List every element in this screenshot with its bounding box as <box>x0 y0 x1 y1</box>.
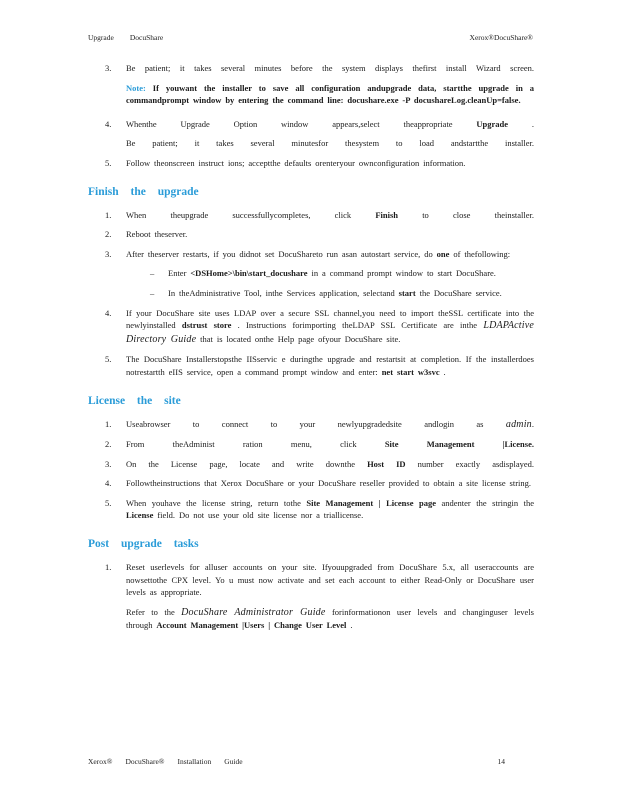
dash-bullet: – <box>150 268 155 279</box>
step-number: 3. <box>105 458 112 469</box>
step-text-segment: . <box>439 366 446 377</box>
step-text <box>126 209 534 222</box>
step-item <box>88 353 534 378</box>
step-item <box>88 497 534 522</box>
step-number: 2. <box>105 439 112 450</box>
step-continuation-text: Be patient; it takes several minutesfor thesystem to load andstartthe installer. <box>126 138 534 149</box>
step-text-segment: When theupgrade successfullycompletes, click <box>126 209 376 220</box>
step-text <box>126 497 534 522</box>
step-item <box>88 561 534 599</box>
step-text: Be patient; it takes several minutes before the system displays thefirst install Wizard screen. <box>126 63 534 73</box>
sub-step-item <box>88 287 534 300</box>
guide-title-text: LDAPActive Directory Guide <box>126 320 535 345</box>
step-text-segment: After theserver restarts, if you didnot set DocuShareto run asan autostart service, do <box>126 248 437 259</box>
step-number: 3. <box>105 248 112 259</box>
step-number: 1. <box>105 562 112 573</box>
header-brand: Xerox®DocuShare® <box>469 33 533 42</box>
section-heading-finish-upgrade: Finish the upgrade <box>88 185 199 198</box>
step-text-segment: In theAdministrative Tool, inthe Services application, selectand <box>168 287 399 298</box>
bold-text: start <box>398 287 416 298</box>
step-text-segment: forinformationon user levels and changinguser levels through <box>126 606 534 631</box>
bold-text: one <box>436 248 450 259</box>
page-footer <box>88 757 533 766</box>
step-text <box>126 248 534 261</box>
step-item <box>88 62 534 75</box>
emphasis-text: admin <box>505 418 532 430</box>
step-number: 5. <box>105 497 112 508</box>
note-text: If youwant the installer to save all configuration andupgrade data, startthe upgrade in a commandprompt window by entering the command line: docushare.exe -P docushareLog.cleanUp=false. <box>126 82 534 106</box>
step-number: 5. <box>105 354 112 365</box>
refer-paragraph <box>126 606 534 632</box>
footer-left <box>88 757 243 766</box>
step-item <box>88 209 534 222</box>
sub-step-item <box>88 267 534 280</box>
bold-text: Site Management |License. <box>384 439 534 450</box>
step-text-segment: If your DocuShare site uses LDAP over a secure SSL channel,you need to import theSSL certificate into the newlyinstalled <box>126 307 534 331</box>
page-body <box>88 62 534 639</box>
step-text: Followtheinstructions that Xerox DocuShare or your DocuShare reseller provided to obtain a site license string. <box>126 478 532 489</box>
section-heading-license-site: License the site <box>88 394 181 407</box>
step-text-segment: Whenthe Upgrade Option window appears,select theappropriate <box>126 118 477 129</box>
bold-text: Host ID <box>367 458 406 469</box>
step-text-segment: . <box>508 118 534 129</box>
step-text-segment: Useabrowser to connect to your newlyupgradedsite andlogin as <box>126 418 506 429</box>
step-text-segment: to close theinstaller. <box>398 209 534 220</box>
step-item <box>88 458 534 471</box>
step-number: 4. <box>105 307 112 318</box>
step-text-segment: Refer to the <box>126 606 182 617</box>
header-doc-name: DocuShare <box>129 33 164 42</box>
step-item <box>88 438 534 451</box>
step-number: 4. <box>105 118 112 129</box>
step-number: 3. <box>105 63 112 73</box>
step-item <box>88 228 534 241</box>
bold-text: <DSHome>\bin\start_docushare <box>190 268 308 279</box>
step-text-segment: field. Do not use your old site license nor a triallicense. <box>153 510 364 521</box>
bold-text: dstrust store <box>181 320 232 331</box>
note-block <box>126 82 534 107</box>
step-text-segment: . <box>346 620 353 631</box>
step-text <box>126 307 534 347</box>
dash-bullet: – <box>150 287 155 298</box>
note-label: Note: <box>126 82 146 93</box>
footer-brand-docushare: DocuShare® <box>125 757 165 766</box>
footer-doc-guide: Guide <box>224 757 243 766</box>
footer-brand-xerox: Xerox® <box>88 757 113 766</box>
step-text: Follow theonscreen instruct ions; acceptthe defaults orenteryour ownconfiguration information. <box>126 157 466 168</box>
bold-text: Upgrade <box>476 118 509 129</box>
step-item <box>88 307 534 347</box>
step-text-segment: andenter the stringin the <box>436 497 535 508</box>
section-heading-post-upgrade: Post upgrade tasks <box>88 538 199 551</box>
step-text <box>126 118 534 131</box>
step-text-segment: When youhave the license string, return tothe <box>126 497 307 508</box>
step-text <box>126 458 534 471</box>
step-text <box>126 353 534 378</box>
step-text-segment: . Instructions forimporting theLDAP SSL Certificate are inthe <box>231 320 484 331</box>
step-text-segment: of thefollowing: <box>449 248 511 259</box>
step-text-segment: Enter <box>168 268 191 279</box>
step-text-segment: in a command prompt window to start DocuShare. <box>307 268 496 279</box>
step-text-segment: On the License page, locate and write downthe <box>126 458 368 469</box>
step-text: Reset userlevels for alluser accounts on your site. Ifyouupgraded from DocuShare 5.x, all useraccounts are nowsettothe CPX level. Yo u must now activate and set each account to either Read-Only or DocuShare user levels as appropriate. <box>126 562 534 598</box>
step-number: 5. <box>105 157 112 168</box>
step-item <box>88 477 534 490</box>
footer-doc-installation: Installation <box>177 757 212 766</box>
page-number: 14 <box>497 757 505 766</box>
sub-step-text <box>168 267 534 280</box>
step-text-segment: number exactly asdisplayed. <box>405 458 534 469</box>
step-item <box>88 248 534 261</box>
step-item <box>88 157 534 170</box>
bold-text: License <box>126 510 154 521</box>
step-text-segment: The DocuShare Installerstopsthe IISservic e duringthe upgrade and restartsit at completion. If the installerdoes notrestartth eIIS service, open a command prompt window and enter: <box>126 354 534 377</box>
step-text: Reboot theserver. <box>126 229 188 240</box>
sub-step-text <box>168 287 534 300</box>
bold-text: Account Management |Users | Change User Level <box>156 620 347 631</box>
guide-title-text: DocuShare Administrator Guide <box>181 606 326 618</box>
header-left <box>88 33 163 42</box>
header-doc-type: Upgrade <box>88 33 114 42</box>
bold-text: Finish <box>375 209 399 220</box>
step-item <box>88 418 534 432</box>
step-number: 1. <box>105 209 112 220</box>
bold-text: Site Management | License page <box>306 497 436 508</box>
step-text-segment: that is located onthe Help page ofyour DocuShare site. <box>196 333 401 344</box>
step-number: 1. <box>105 418 112 429</box>
step-text-segment: . <box>531 418 534 429</box>
step-text-segment: From theAdminist ration menu, click <box>126 439 385 450</box>
step-number: 2. <box>105 229 112 240</box>
step-text-segment: the DocuShare service. <box>415 287 502 298</box>
step-text <box>126 418 534 432</box>
step-number: 4. <box>105 478 112 489</box>
page-header <box>88 33 533 42</box>
step-item <box>88 118 534 131</box>
bold-text: net start w3svc <box>381 366 440 377</box>
step-text <box>126 438 534 451</box>
